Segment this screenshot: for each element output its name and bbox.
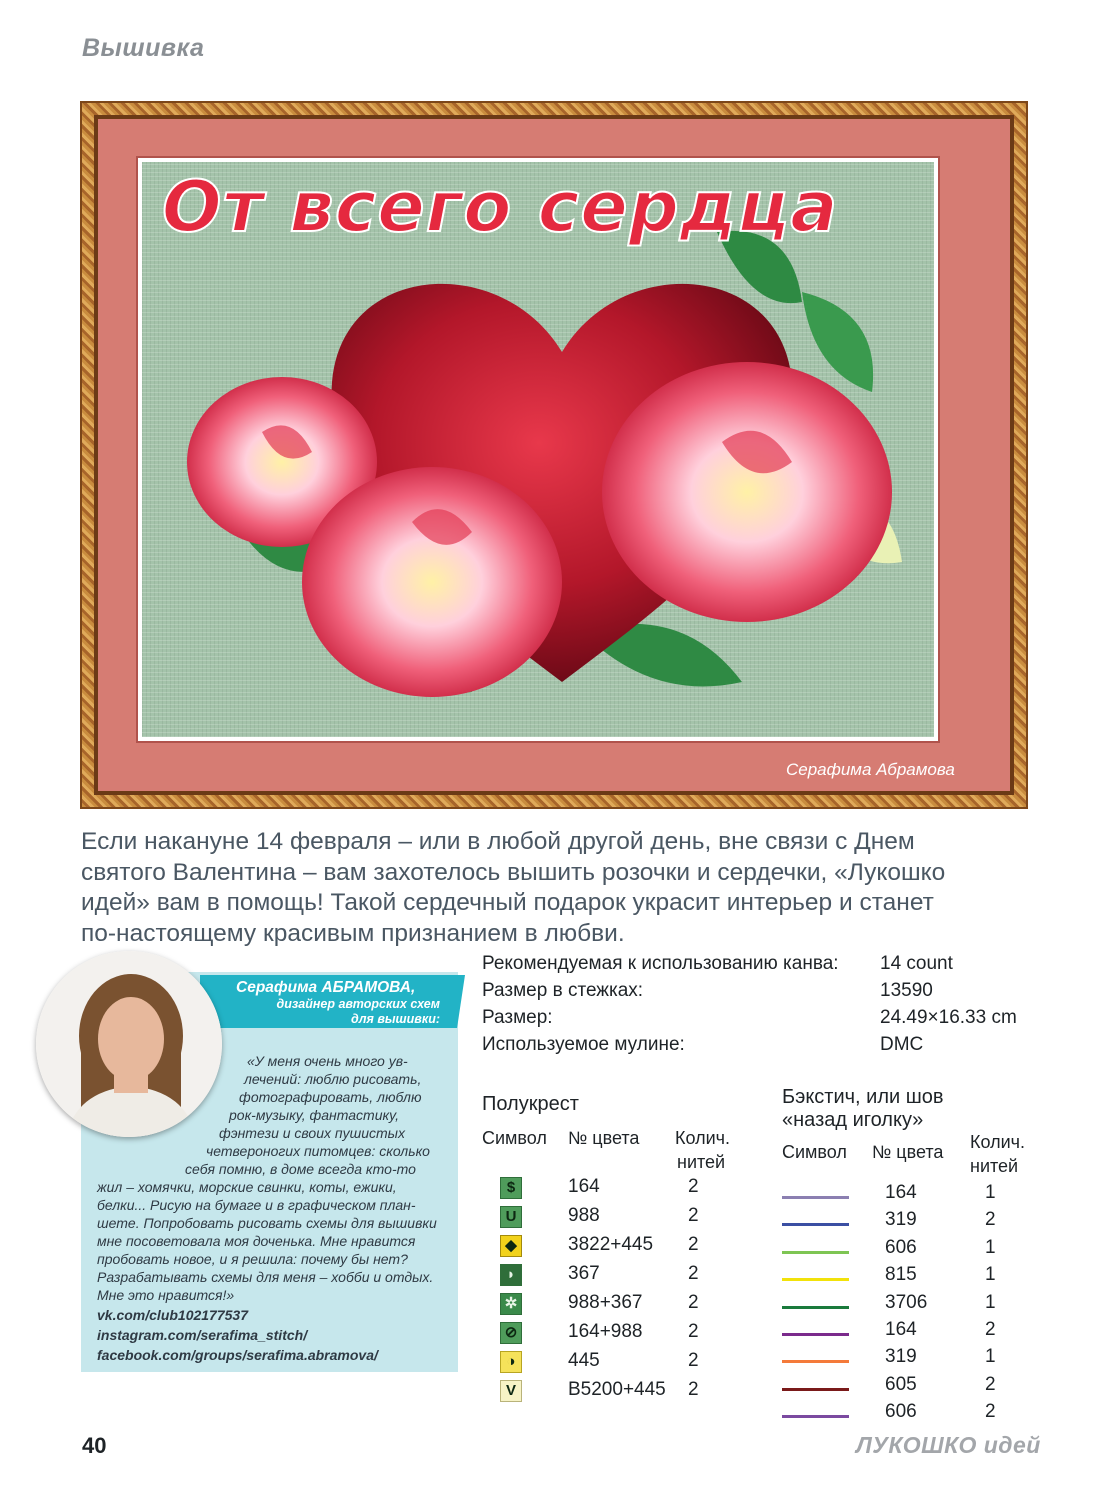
spec-value: 24.49×16.33 cm	[880, 1007, 1017, 1028]
quote-line: белки... Рисую на бумаге и в графическом план-	[97, 1197, 416, 1213]
spec-value: DMC	[880, 1034, 924, 1055]
intro-line: по-настоящему красивым признанием в любви.	[81, 919, 625, 947]
backstitch-color: 3706	[885, 1291, 928, 1313]
backstitch-color: 605	[885, 1373, 917, 1395]
intro-line: идей» вам в помощь! Такой сердечный подарок украсит интерьер и станет	[81, 889, 934, 916]
backstitch-col-symbol: Символ	[782, 1142, 847, 1162]
backstitch-count: 2	[985, 1401, 996, 1423]
backstitch-count: 1	[985, 1264, 996, 1286]
artwork-signature: Серафима Абрамова	[786, 760, 955, 779]
half-cross-count: 2	[688, 1321, 699, 1342]
rose-right	[602, 362, 892, 622]
symbol-icon: $	[500, 1177, 522, 1199]
backstitch-line-swatch	[782, 1333, 849, 1336]
half-cross-count: 2	[688, 1263, 699, 1284]
half-cross-col-count: Колич.	[675, 1128, 731, 1148]
backstitch-color: 606	[885, 1236, 917, 1258]
symbol-icon: ✲	[500, 1293, 522, 1315]
artwork-title: От всего сердца	[162, 166, 839, 248]
face	[98, 997, 164, 1081]
symbol-icon: V	[500, 1380, 522, 1402]
quote-line: четвероногих питомцев: сколько	[206, 1143, 430, 1159]
backstitch-line-swatch	[782, 1306, 849, 1309]
symbol-icon: U	[500, 1206, 522, 1228]
half-cross-count: 2	[688, 1292, 699, 1313]
page-number: 40	[82, 1433, 107, 1458]
rose-center	[302, 467, 562, 697]
backstitch-count: 2	[985, 1319, 996, 1340]
spec-value: 13590	[880, 980, 933, 1001]
half-cross-col-color: № цвета	[568, 1128, 640, 1148]
intro-line: Если накануне 14 февраля – или в любой другой день, вне связи с Днем	[81, 828, 915, 855]
backstitch-line-swatch	[782, 1415, 849, 1418]
half-cross-color: 988	[568, 1205, 600, 1226]
symbol-icon: ⊘	[500, 1322, 522, 1344]
quote-line: рок-музыку, фантастику,	[229, 1107, 400, 1123]
portrait-image	[36, 951, 222, 1137]
quote-line: Разрабатывать схемы для меня – хобби и отдых.	[97, 1269, 434, 1285]
half-cross-title: Полукрест	[482, 1093, 579, 1115]
designer-portrait	[36, 951, 222, 1137]
backstitch-col-color: № цвета	[872, 1142, 944, 1162]
quote-line: себя помню, в доме всегда кто-то	[185, 1161, 416, 1177]
backstitch-col-count-2: нитей	[970, 1156, 1019, 1176]
spec-value: 14 count	[880, 953, 953, 974]
backstitch-color: 319	[885, 1209, 917, 1231]
facebook-link[interactable]: facebook.com/groups/serafima.abramova/	[97, 1347, 378, 1363]
backstitch-line-swatch	[782, 1278, 849, 1281]
embroidery-image	[142, 162, 934, 737]
symbol-icon: ◗	[500, 1264, 522, 1286]
designer-role	[254, 997, 440, 1027]
backstitch-col-count: Колич.	[970, 1132, 1026, 1152]
half-cross-color: 988+367	[568, 1292, 643, 1313]
designer-name: Серафима АБРАМОВА,	[236, 979, 416, 996]
backstitch-color: 319	[885, 1346, 917, 1368]
quote-line: пробовать новое, и я решила: почему бы нет?	[97, 1251, 408, 1267]
spec-label: Используемое мулине:	[482, 1034, 685, 1055]
half-cross-color: 445	[568, 1350, 600, 1371]
half-cross-count: 2	[688, 1176, 699, 1197]
symbol-icon: ◑	[500, 1351, 522, 1373]
designer-role-line: дизайнер авторских схем	[276, 997, 440, 1011]
quote-line: мне посоветовала моя доченька. Мне нравится	[97, 1233, 416, 1249]
designer-links	[97, 1305, 378, 1365]
backstitch-color: 815	[885, 1264, 917, 1286]
quote-line: шете. Попробовать рисовать схемы для вышивки	[97, 1215, 437, 1231]
backstitch-count: 1	[985, 1182, 996, 1203]
half-cross-count: 2	[688, 1350, 699, 1371]
half-cross-col-count-2: нитей	[677, 1152, 726, 1172]
backstitch-count: 2	[985, 1209, 996, 1231]
quote-line: «У меня очень много ув-	[247, 1053, 408, 1069]
half-cross-color: 367	[568, 1263, 600, 1284]
backstitch-color: 606	[885, 1401, 917, 1423]
half-cross-color: 3822+445	[568, 1234, 654, 1255]
backstitch-line-swatch	[782, 1196, 849, 1199]
backstitch-count: 2	[985, 1373, 996, 1395]
backstitch-line-swatch	[782, 1360, 849, 1363]
section-header: Вышивка	[82, 34, 205, 62]
half-cross-count: 2	[688, 1205, 699, 1226]
backstitch-line-swatch	[782, 1251, 849, 1254]
half-cross-color: B5200+445	[568, 1379, 666, 1400]
half-cross-col-symbol: Символ	[482, 1128, 547, 1148]
designer-role-line: для вышивки:	[351, 1012, 440, 1026]
intro-paragraph	[81, 827, 1021, 949]
backstitch-color: 164	[885, 1319, 917, 1340]
half-cross-color: 164	[568, 1176, 600, 1197]
half-cross-count: 2	[688, 1234, 699, 1255]
half-cross-count: 2	[688, 1379, 699, 1400]
backstitch-count: 1	[985, 1291, 996, 1313]
spec-label: Рекомендуемая к использованию канва:	[482, 953, 839, 974]
neck	[114, 1071, 148, 1093]
symbol-icon: ◆	[500, 1235, 522, 1257]
magazine-brand: ЛУКОШКО идей	[856, 1432, 1041, 1458]
intro-line: святого Валентина – вам захотелось вышить розочки и сердечки, «Лукошко	[81, 858, 946, 886]
half-cross-color: 164+988	[568, 1321, 643, 1342]
quote-line: Мне это нравится!»	[97, 1287, 235, 1303]
spec-label: Размер:	[482, 1007, 553, 1028]
backstitch-line-swatch	[782, 1223, 849, 1226]
backstitch-count: 1	[985, 1346, 996, 1368]
backstitch-title-2: «назад иголку»	[782, 1109, 924, 1131]
quote-line: фотографировать, люблю	[239, 1089, 422, 1105]
quote-line: лечений: люблю рисовать,	[244, 1071, 422, 1087]
backstitch-color: 164	[885, 1182, 917, 1203]
backstitch-line-swatch	[782, 1388, 849, 1391]
instagram-link[interactable]: instagram.com/serafima_stitch/	[97, 1327, 308, 1343]
backstitch-title: Бэкстич, или шов	[782, 1086, 944, 1108]
vk-link[interactable]: vk.com/club102177537	[97, 1307, 248, 1323]
quote-line: фэнтези и своих пушистых	[219, 1125, 405, 1141]
backstitch-count: 1	[985, 1236, 996, 1258]
quote-line: жил – хомячки, морские свинки, коты, ежики,	[97, 1179, 397, 1195]
spec-label: Размер в стежках:	[482, 980, 644, 1001]
